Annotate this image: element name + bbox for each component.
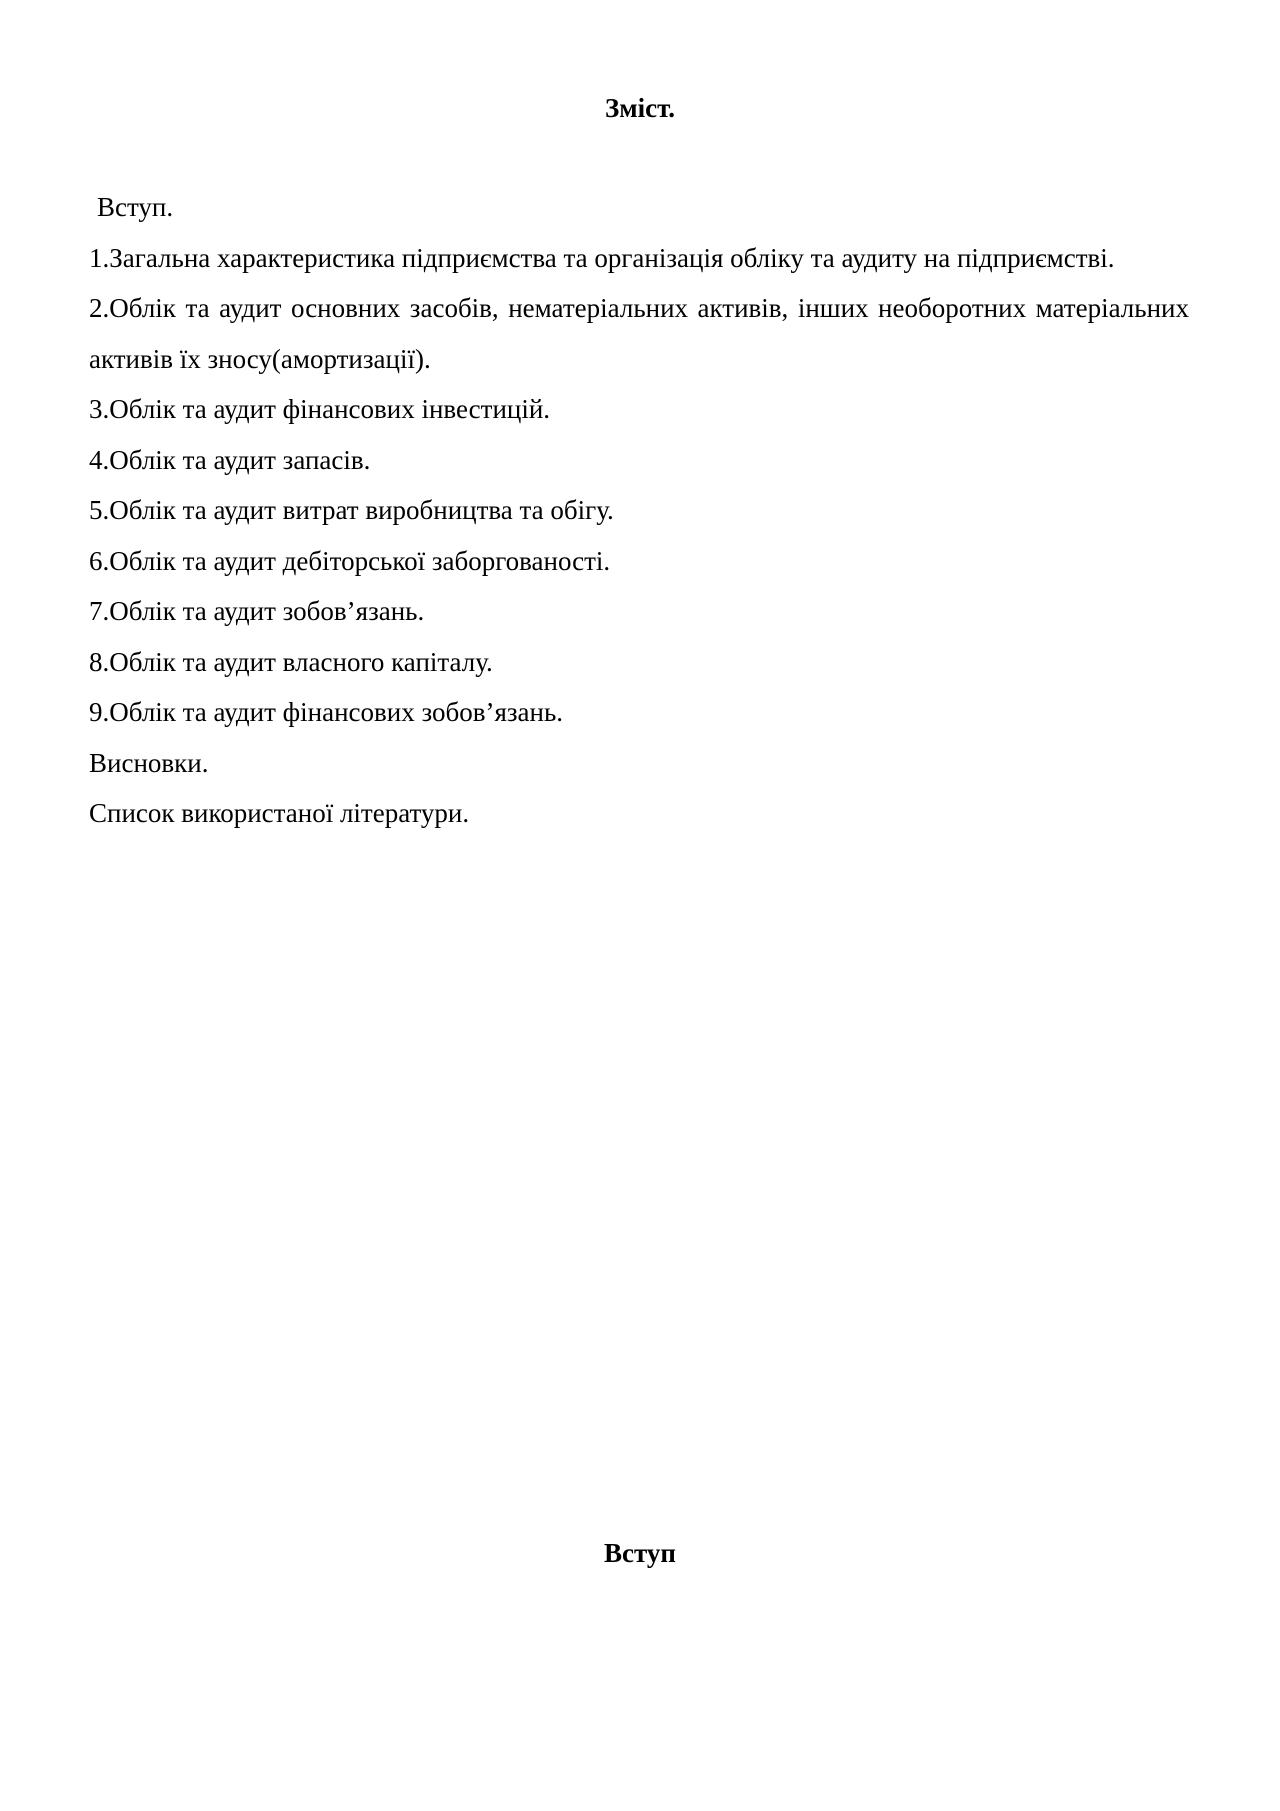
table-of-contents — [89, 182, 1189, 839]
toc-item-5: 5.Облік та аудит витрат виробництва та обігу. — [89, 495, 614, 525]
toc-item-9: 9.Облік та аудит фінансових зобов’язань. — [89, 697, 564, 727]
section-title-introduction: Вступ — [604, 1538, 676, 1568]
toc-item-references: Список використаної літератури. — [89, 798, 470, 828]
toc-item-1: 1.Загальна характеристика підприємства та організація обліку та аудиту на підприємстві. — [89, 242, 1115, 273]
toc-item-4: 4.Облік та аудит запасів. — [89, 444, 371, 475]
toc-item-conclusions: Висновки. — [89, 747, 209, 778]
toc-item-3: 3.Облік та аудит фінансових інвестицій. — [89, 394, 551, 424]
toc-item-6: 6.Облік та аудит дебіторської заборгованості. — [89, 545, 611, 576]
toc-item-7: 7.Облік та аудит зобов’язань. — [89, 596, 425, 626]
toc-item-8: 8.Облік та аудит власного капіталу. — [89, 646, 493, 677]
toc-title: Зміст. — [604, 93, 676, 123]
toc-item-2: 2.Облік та аудит основних засобів, нематеріальних активів, інших необоротних матеріальних активів їх зносу(амортизації). — [89, 293, 1189, 374]
toc-item-introduction: Вступ. — [97, 192, 174, 222]
